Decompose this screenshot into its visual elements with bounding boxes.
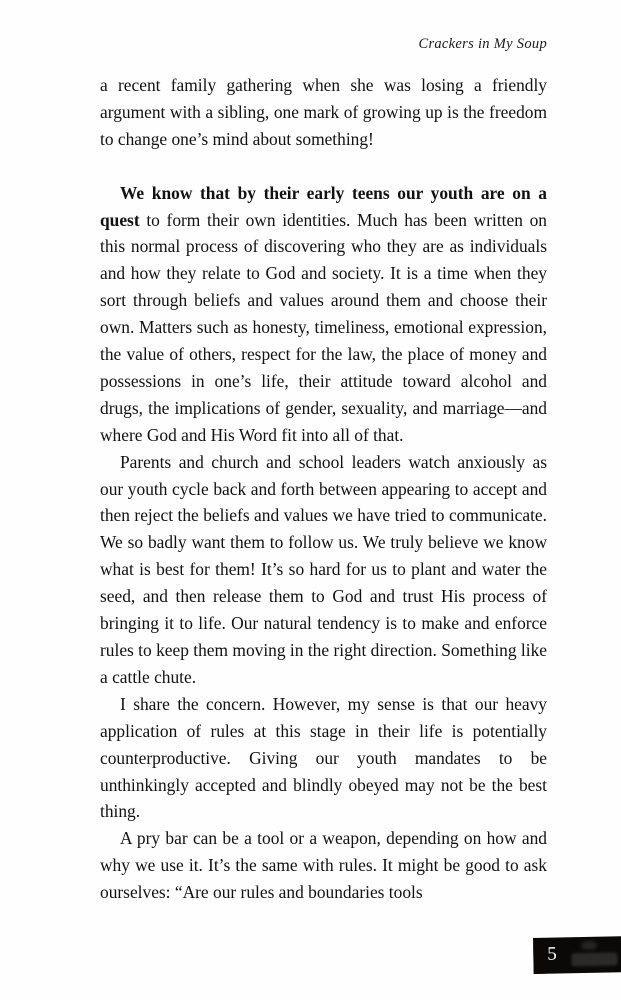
paragraph-text: Parents and church and school leaders watch anxiously as our youth cycle back and forth between appearing to accept and then reject the beliefs and values we have tried to communicate. We so badly want them to follow us. We truly believe we know what is best for them! It’s so hard for us to plant and water the seed, and then release them to God and trust His process of bringing it to life. Our natural tendency is to make and enforce rules to keep them moving in the right direction. Something like a cattle chute.	[100, 451, 547, 687]
page-number-band	[533, 936, 621, 974]
band-smudge	[571, 952, 617, 966]
paragraph-prybar	[100, 825, 547, 906]
paragraph-text: to form their own identities. Much has been written on this normal process of discovering who they are as individuals and how they relate to God and society. It is a time when they sort through beliefs and values around them and choose their own. Matters such as honesty, timeliness, emotional expression, the value of others, respect for the law, the place of money and possessions in one’s life, their attitude toward alcohol and drugs, the implications of gender, sexuality, and marriage—and where God and His Word fit into all of that.	[100, 209, 547, 445]
paragraph-text: I share the concern. However, my sense is that our heavy application of rules at this stage in their life is potentially counterproductive. Giving our youth mandates to be unthinkingly accepted and blindly obeyed may not be the best thing.	[100, 693, 547, 822]
paragraph-text: A pry bar can be a tool or a weapon, depending on how and why we use it. It’s the same with rules. It might be good to ask ourselves: “Are our rules and boundaries tools	[100, 828, 547, 903]
paragraph-concern	[100, 691, 547, 826]
band-smudge-secondary	[581, 941, 597, 950]
paragraph-parents	[100, 449, 547, 691]
body-text-block	[100, 72, 547, 906]
paragraph-continuation	[100, 72, 547, 153]
paragraph-lead-bold: We know that by their early teens our youth are on a quest	[100, 182, 547, 230]
page-number: 5	[547, 943, 558, 965]
running-head: Crackers in My Soup	[418, 36, 547, 52]
paragraph-text: a recent family gathering when she was losing a friendly argument with a sibling, one mark of growing up is the freedom to change one’s mind about something!	[100, 75, 547, 149]
paragraph-quest	[100, 180, 547, 449]
